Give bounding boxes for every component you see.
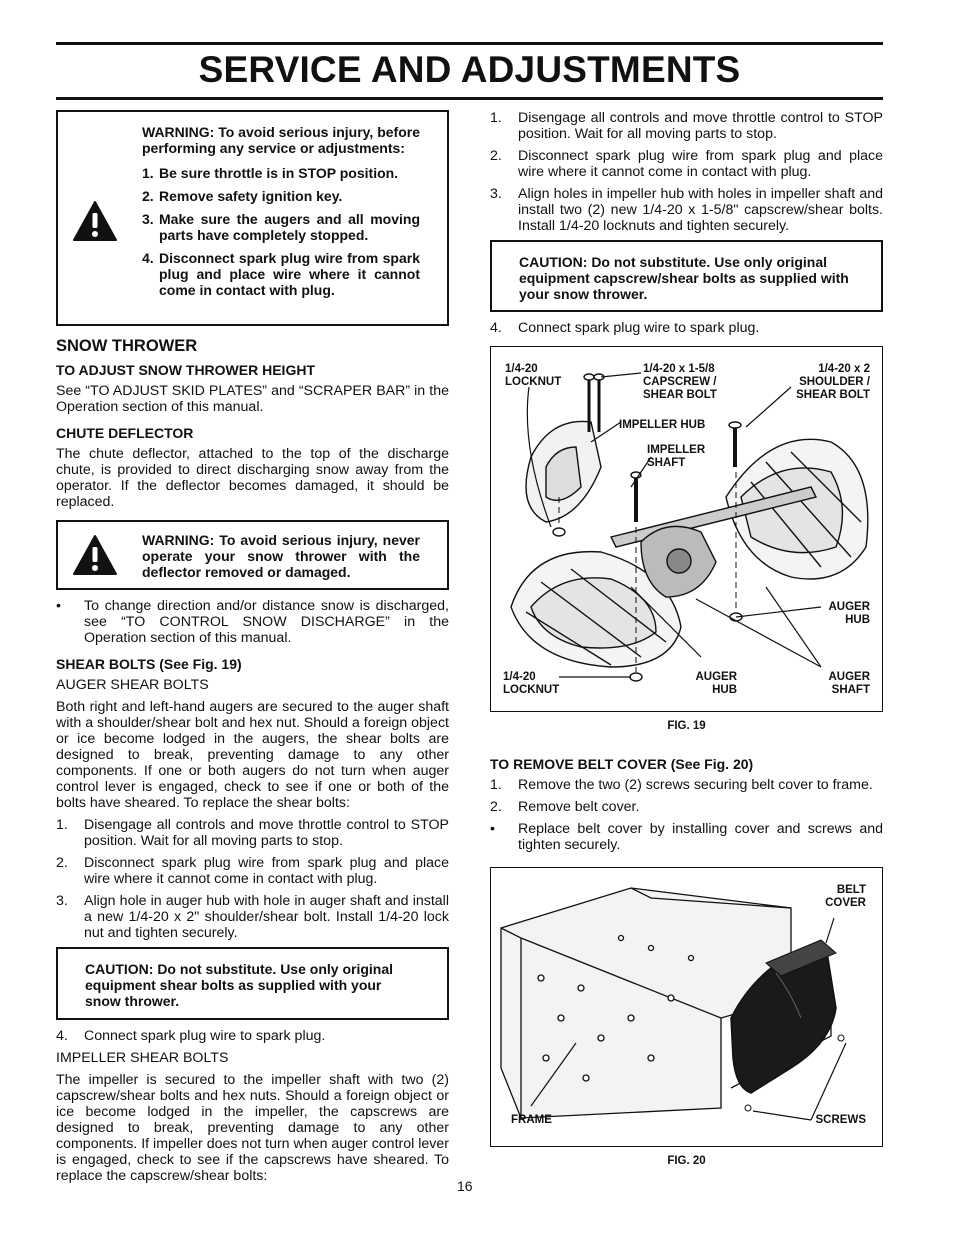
list-item: • To change direction and/or distance snow is discharged, see “TO CONTROL SNOW DISCHARGE” in the Operation section of this manual. [56,598,449,646]
list-item: 4. Connect spark plug wire to spark plug. [56,1028,326,1044]
caption-fig-19: FIG. 19 [667,720,706,732]
page-number: 16 [457,1178,473,1194]
auger-steps [56,817,449,941]
impeller-step-4 [490,320,883,336]
list-item: 1. Remove the two (2) screws securing belt cover to frame. [490,777,873,793]
subheading-belt-cover: TO REMOVE BELT COVER (See Fig. 20) [490,756,754,772]
list-item: 1. Disengage all controls and move throttle control to STOP position. Wait for all moving parts to stop. [490,110,883,142]
label-auger-shaft: AUGER SHAFT [828,671,870,696]
label-screws: SCREWS [815,1114,866,1126]
caution-box-auger [56,947,449,1020]
label-auger-hub-right: AUGER HUB [828,601,870,626]
label-impeller-hub: IMPELLER HUB [619,419,706,431]
subheading-chute: CHUTE DEFLECTOR [56,425,194,441]
label-shoulder: 1/4-20 x 2 SHOULDER / SHEAR BOLT [796,363,870,401]
caption-fig-20: FIG. 20 [667,1155,706,1167]
caution-auger-text: CAUTION: Do not substitute. Use only original equipment shear bolts as supplied with your snow thrower. [85,961,393,1009]
subheading-shear-bolts: SHEAR BOLTS (See Fig. 19) [56,656,242,672]
right-column [490,110,883,1187]
list-item: 3. Align hole in auger hub with hole in auger shaft and install a new 1/4-20 x 2" shoulder/shear bolt. Install 1/4-20 lock nut and tighten securely. [56,893,449,941]
page-title: SERVICE AND ADJUSTMENTS [198,49,741,90]
list-item: 4. Disconnect spark plug wire from spark plug and place wire where it cannot come in contact with plug. [142,250,420,298]
top-rule [56,42,883,45]
bullet-list-direction [56,598,449,646]
paragraph-impeller: The impeller is secured to the impeller shaft with two (2) capscrew/shear bolts and hex nuts. Should a foreign object or ice become lodged in the impeller, the capscrews are designed to break, preventing damage to any other components. If impeller does not turn when auger control lever is engaged, check to see if the capscrews have sheared. To replace the capscrew/shear bolts: [56,1072,449,1184]
warning-box-deflector [56,520,449,590]
subheading-height: TO ADJUST SNOW THROWER HEIGHT [56,362,315,378]
belt-steps [490,777,883,853]
figure-20 [490,867,883,1147]
list-item: 1. Be sure throttle is in STOP position. [142,165,399,181]
warning-icon [72,534,118,576]
impeller-steps [490,110,883,234]
label-belt-cover: BELT COVER [825,884,866,909]
label-locknut-top: 1/4-20 LOCKNUT [505,363,562,388]
list-item: 3. Make sure the augers and all moving parts have completely stopped. [142,211,420,243]
paragraph-auger: Both right and left-hand augers are secured to the auger shaft with a shoulder/shear bolt and hex nut. Should a foreign object or ice become lodged in the augers, the shear bolts are designed to break, preventing damage to any other components. If one or both augers do not turn when auger control lever is engaged, check to see if one or both of the bolts have sheared. To replace the shear bolts: [56,699,449,811]
list-item: 2. Remove belt cover. [490,799,640,815]
list-item: 2. Disconnect spark plug wire from spark plug and place wire where it cannot come in contact with plug. [490,148,883,180]
left-column [56,110,449,1190]
list-item: 2. Disconnect spark plug wire from spark plug and place wire where it cannot come in contact with plug. [56,855,449,887]
list-item: • Replace belt cover by installing cover and screws and tighten securely. [490,821,883,853]
label-auger-hub-bottom: AUGER HUB [695,671,737,696]
list-item: 4. Connect spark plug wire to spark plug. [490,320,760,336]
list-item: 2. Remove safety ignition key. [142,188,343,204]
caution-box-impeller [490,240,883,312]
subheading-auger-shear: AUGER SHEAR BOLTS [56,677,209,693]
label-impeller-shaft: IMPELLER SHAFT [647,444,706,469]
caution-impeller-text: CAUTION: Do not substitute. Use only original equipment capscrew/shear bolts as supplied with your snow thrower. [519,254,849,302]
title-underline [56,97,883,100]
section-heading-snow-thrower: SNOW THROWER [56,337,198,355]
warning-icon [72,200,118,242]
warning-deflector-text: WARNING: To avoid serious injury, never operate your snow thrower with the deflector removed or damaged. [142,532,420,580]
label-locknut-bottom: 1/4-20 LOCKNUT [503,671,560,696]
warning-intro: WARNING: To avoid serious injury, before performing any service or adjustments: [142,124,420,156]
warning-box-service [56,110,449,326]
auger-step-4 [56,1028,449,1044]
list-item: 1. Disengage all controls and move throttle control to STOP position. Wait for all moving parts to stop. [56,817,449,849]
paragraph-height: See “TO ADJUST SKID PLATES” and “SCRAPER BAR” in the Operation section of this manual. [56,383,449,415]
paragraph-chute: The chute deflector, attached to the top of the discharge chute, is provided to direct discharging snow away from the operator. If the deflector becomes damaged, it should be replaced. [56,446,449,510]
warning-steps [142,165,420,298]
list-item: 3. Align holes in impeller hub with holes in impeller shaft and install two (2) new 1/4-20 x 1-5/8" capscrew/shear bolts. Install 1/4-20 locknuts and tighten securely. [490,186,883,234]
subheading-impeller-shear: IMPELLER SHEAR BOLTS [56,1050,229,1066]
label-frame: FRAME [511,1114,552,1126]
label-capscrew: 1/4-20 x 1-5/8 CAPSCREW / SHEAR BOLT [643,363,717,401]
figure-19 [490,346,883,712]
